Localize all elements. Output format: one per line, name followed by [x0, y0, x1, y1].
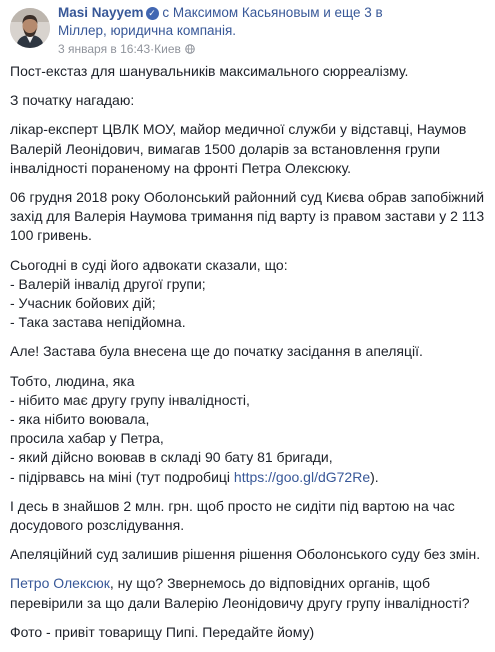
paragraph: Апеляційний суд залишив рішення рішення Оболонського суду без змін. — [10, 546, 481, 563]
avatar-image — [10, 8, 50, 48]
verified-badge-icon: ✓ — [146, 7, 159, 20]
text-line: , ну що? Звернемось до відповідних органів, щоб перевірили за що дали Валерію Леонідовичу другу групу інвалідності? — [10, 575, 470, 611]
post-subline — [58, 40, 488, 58]
paragraph: І десь в знайшов 2 млн. грн. щоб просто не сидіти під вартою на час досудового розслідування. — [10, 497, 455, 534]
external-link[interactable]: https://goo.gl/dG72Re — [233, 468, 371, 485]
tagged-with-link[interactable]: с Максимом Касьяновым и еще 3 в — [158, 5, 383, 20]
text-line: ). — [370, 468, 379, 485]
paragraph: 06 грудня 2018 року Оболонський районний суд Києва обрав запобіжний захід для Валерія Наумова тримання під варту із правом застави у 2 113 100 гривень. — [10, 189, 485, 244]
paragraph-list — [10, 372, 488, 487]
paragraph: Фото - привіт товарищу Пипі. Передайте йому) — [10, 623, 315, 640]
post-body — [10, 62, 488, 652]
paragraph: лікар-експерт ЦВЛК МОУ, майор медичної служби у відставці, Наумов Валерій Леонідович, вимагав 1500 доларів за встановлення групи інвалідності пораненому на фронті Петра Олексюку. — [10, 121, 467, 176]
text-line: - яка нібито воювала, — [10, 411, 150, 428]
text-line: - Учасник бойових дій; — [10, 295, 156, 312]
text-line: Сьогодні в суді його адвокати сказали, що: — [10, 256, 288, 273]
globe-icon[interactable] — [185, 44, 195, 54]
text-line: - Така застава непідйомна. — [10, 314, 186, 331]
paragraph: З початку нагадаю: — [10, 92, 135, 109]
text-line: просила хабар у Петра, — [10, 430, 164, 447]
author-avatar[interactable] — [10, 8, 50, 48]
post-timestamp[interactable]: 3 января в 16:43 — [58, 42, 151, 56]
mention-link[interactable]: Петро Олексюк — [10, 575, 110, 592]
location-link[interactable]: Міллер, юридична компанія. — [58, 23, 237, 38]
author-line — [58, 4, 488, 22]
paragraph: Але! Застава була внесена ще до початку засідання в апеляції. — [10, 343, 423, 360]
post-meta — [58, 4, 488, 58]
author-name[interactable]: Masi Nayyem — [58, 5, 144, 20]
paragraph: Пост-екстаз для шанувальників максимального сюрреалізму. — [10, 63, 409, 79]
paragraph — [10, 574, 488, 612]
post-header — [10, 4, 490, 60]
paragraph-list — [10, 256, 488, 333]
text-line: - нібито має другу групу інвалідності, — [10, 391, 250, 408]
text-line: - Валерій інвалід другої групи; — [10, 275, 206, 292]
meta-separator: · — [150, 42, 155, 56]
text-line: - підірвавсь на міні (тут подробиці — [10, 468, 234, 485]
text-line: - який дійсно воював в складі 90 бату 81 бригади, — [10, 449, 333, 466]
text-line: Тобто, людина, яка — [10, 372, 135, 389]
post-place[interactable]: Киев — [154, 42, 181, 56]
